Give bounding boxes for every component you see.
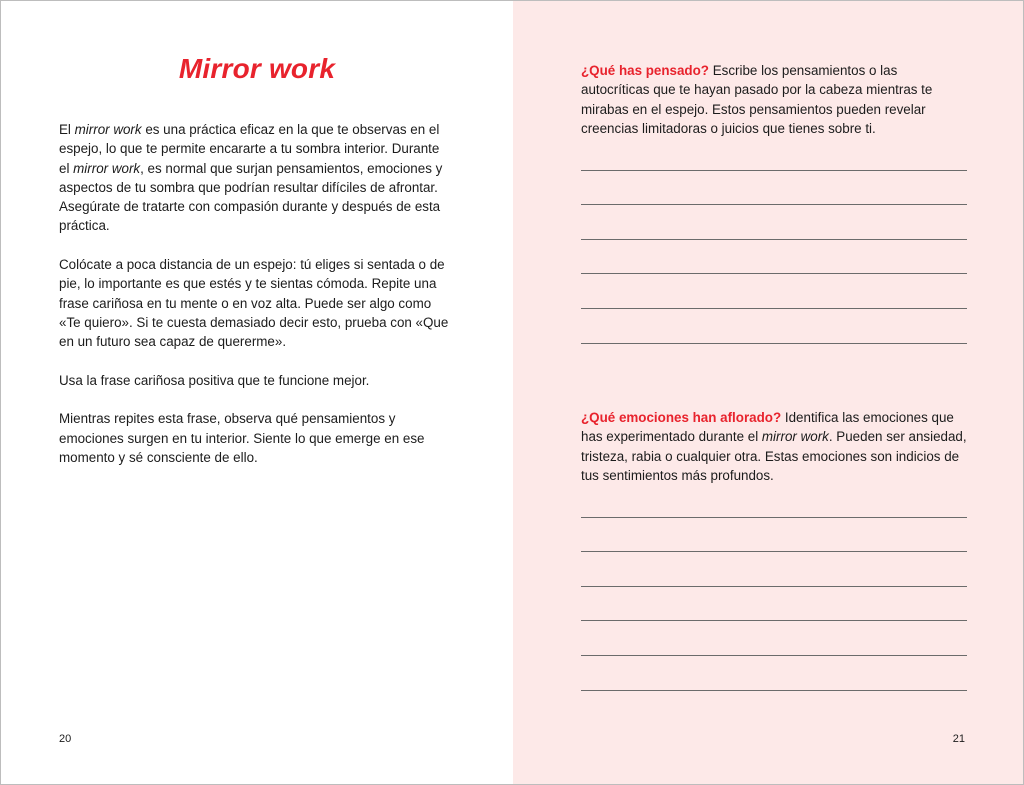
left-body-text [59, 120, 451, 487]
prompt-thoughts-question: ¿Qué has pensado? [581, 63, 709, 78]
writing-line[interactable] [581, 621, 967, 656]
writing-area-thoughts[interactable] [581, 136, 967, 344]
advice-text: Usa la frase cariñosa positiva que te funcione mejor. [59, 372, 370, 388]
prompt-emotions-body-2: . Pueden ser ansiedad, tristeza, rabia o cualquier otra. Estas emociones son indicios de tus sentimientos más profundos. [581, 429, 967, 483]
intro-text-1: El [59, 122, 75, 137]
intro-term-2: mirror work [73, 160, 141, 176]
writing-line[interactable] [581, 171, 967, 206]
writing-line[interactable] [581, 274, 967, 309]
prompt-thoughts-text [581, 61, 967, 138]
page-title: Mirror work [178, 53, 336, 84]
writing-line[interactable] [581, 518, 967, 553]
page-number-right: 21 [952, 733, 965, 745]
prompt-thoughts [581, 61, 967, 138]
writing-line[interactable] [581, 136, 967, 171]
intro-text-2: es una práctica eficaz en la que te observas en el espejo, lo que te permite encararte a tu sombra interior. Durante el [59, 122, 440, 176]
page-number-left: 20 [59, 733, 72, 745]
prompt-thoughts-body: Escribe los pensamientos o las autocríticas que te hayan pasado por la cabeza mientras te mirabas en el espejo. Estos pensamientos pueden revelar creencias limitadoras o juicios que tienes sobre ti. [581, 63, 933, 136]
writing-line[interactable] [581, 656, 967, 691]
paragraph-intro [59, 120, 451, 236]
intro-text-3: , es normal que surjan pensamientos, emociones y aspectos de tu sombra que podrían resultar difíciles de afrontar. Asegúrate de tratarte con compasión durante y después de esta práctica. [59, 160, 443, 234]
intro-term-1: mirror work [74, 122, 142, 137]
prompt-emotions [581, 408, 967, 485]
paragraph-observe [59, 409, 451, 467]
writing-line[interactable] [581, 587, 967, 622]
observe-text: Mientras repites esta frase, observa qué pensamientos y emociones surgen en tu interior. Siente lo que emerge en ese momento y sé consciente de ello. [59, 411, 425, 466]
prompt-emotions-text [581, 408, 967, 485]
instructions-text: Colócate a poca distancia de un espejo: tú eliges si sentada o de pie, lo importante es que estés y te sientas cómoda. Repite una frase cariñosa en tu mente o en voz alta. Puede ser algo como «Te quiero». Si te cuesta demasiado decir esto, prueba con «Que en un futuro sea capaz de quererme». [59, 257, 449, 350]
writing-line[interactable] [581, 240, 967, 275]
right-page [513, 1, 1023, 784]
paragraph-advice [59, 371, 451, 390]
writing-area-emotions[interactable] [581, 483, 967, 691]
writing-line[interactable] [581, 309, 967, 344]
writing-line[interactable] [581, 552, 967, 587]
prompt-emotions-term: mirror work [761, 429, 829, 445]
paragraph-instructions [59, 255, 451, 351]
left-page [1, 1, 513, 784]
prompt-emotions-body-1: Identifica las emociones que has experimentado durante el [581, 410, 954, 445]
writing-line[interactable] [581, 205, 967, 240]
prompt-emotions-question: ¿Qué emociones han aflorado? [581, 410, 782, 425]
writing-line[interactable] [581, 483, 967, 518]
